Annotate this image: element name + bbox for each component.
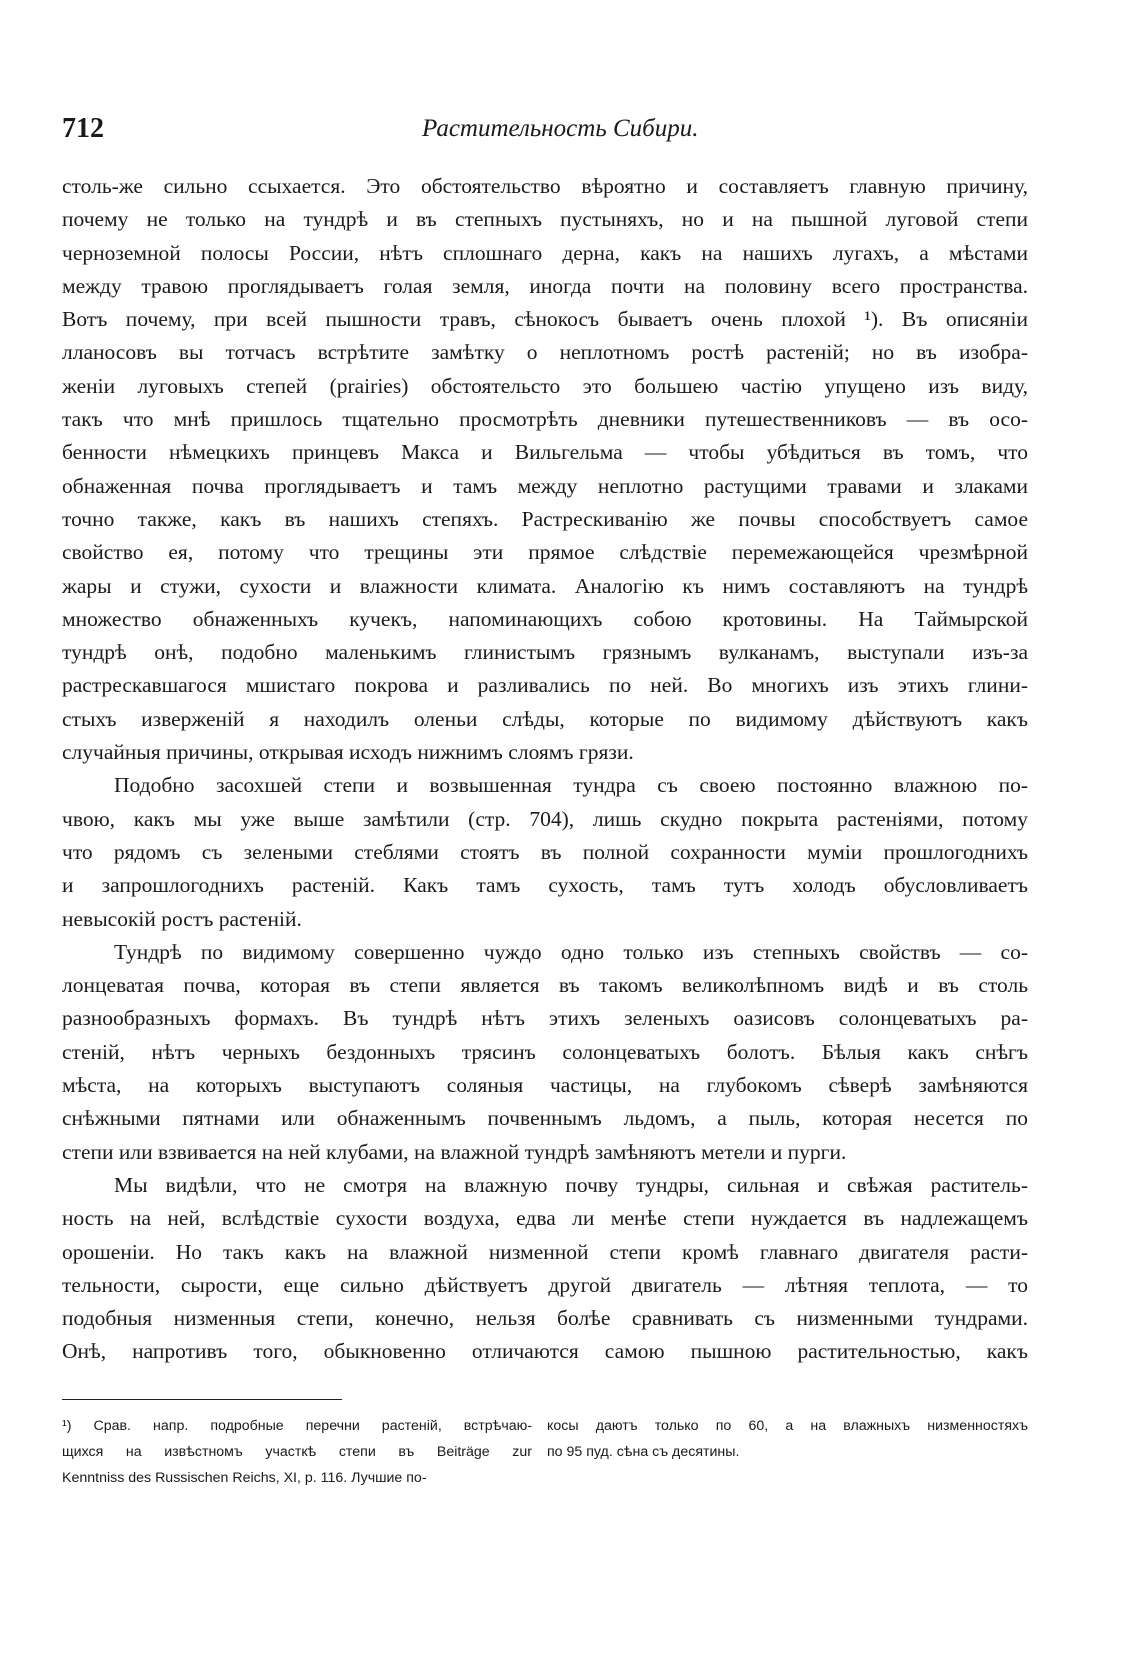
text-line: разнообразныхъ формахъ. Въ тундрѣ нѣтъ этихъ зеленыхъ оазисовъ солонцеватыхъ ра- [62,1006,1028,1031]
text-line: обнаженная почва проглядываетъ и тамъ между неплотно растущими травами и злаками [62,473,1028,498]
paragraph-1 [62,170,1028,769]
text-line: подобныя низменныя степи, конечно, нельзя болѣе сравнивать съ низменными тундрами. [62,1306,1028,1331]
footnote-column-left [62,1413,532,1491]
text-line: Подобно засохшей степи и возвышенная тундра съ своею постоянно влажною по- [114,773,1028,798]
text-line: жары и стужи, сухости и влажности климата. Аналогiю къ нимъ составляютъ на тундрѣ [62,573,1028,598]
text-line: снѣжными пятнами или обнаженнымъ почвеннымъ льдомъ, а пыль, которая несется по [62,1106,1028,1131]
text-line: что рядомъ съ зелеными стеблями стоятъ въ полной сохранности мумiи прошлогоднихъ [62,839,1028,864]
text-line: женiи луговыхъ степей (prairies) обстоятельсто это большею частiю упущено изъ виду, [62,373,1028,398]
text-line: Мы видѣли, что не смотря на влажную почву тундры, сильная и свѣжая раститель- [114,1172,1028,1197]
text-line: свойство ея, потому что трещины эти прямое слѣдствiе перемежающейся чрезмѣрной [62,540,1028,565]
footnote-line: щихся на извѣстномъ участкѣ степи въ Beiträge zur [62,1444,532,1460]
body-text [62,170,1028,1369]
paragraph-3 [62,936,1028,1169]
text-line: чвою, какъ мы уже выше замѣтили (стр. 704), лишь скудно покрыта растенiями, потому [62,806,1028,831]
footnote-line: косы даютъ только по 60, а на влажныхъ низменностяхъ [547,1418,1028,1434]
text-line: почему не только на тундрѣ и въ степныхъ пустыняхъ, но и на пышной луговой степи [62,207,1028,232]
footnote-divider [62,1399,342,1400]
text-line: орошенiи. Но такъ какъ на влажной низменной степи кромѣ главнаго двигателя расти- [62,1239,1028,1264]
text-line: точно также, какъ въ нашихъ степяхъ. Растрескиванiю же почвы способствуетъ самое [62,506,1028,531]
page-number: 712 [62,113,104,144]
text-line: невысокiй ростъ растенiй. [62,906,302,931]
text-line: такъ что мнѣ пришлось тщательно просмотрѣть дневники путешественниковъ — въ осо- [62,407,1028,432]
text-line: степи или взвивается на ней клубами, на влажной тундрѣ замѣняютъ метели и пурги. [62,1139,847,1164]
text-line: растрескавшагося мшистаго покрова и разливались по ней. Во многихъ изъ этихъ глини- [62,673,1028,698]
text-line: черноземной полосы России, нѣтъ сплошнаго дерна, какъ на нашихъ лугахъ, а мѣстами [62,240,1028,265]
paragraph-4 [62,1169,1028,1369]
text-line: тундрѣ онѣ, подобно маленькимъ глинистымъ грязнымъ вулканамъ, выступали изъ-за [62,640,1028,665]
text-line: и запрошлогоднихъ растенiй. Какъ тамъ сухость, тамъ тутъ холодъ обусловливаетъ [62,873,1028,898]
text-line: лонцеватая почва, которая въ степи является въ такомъ великолѣпномъ видѣ и въ столь [62,973,1028,998]
text-line: Онѣ, напротивъ того, обыкновенно отличаются самою пышною растительностью, какъ [62,1339,1028,1364]
footnote-line: по 95 пуд. сѣна съ десятины. [547,1444,740,1460]
text-line: лланосовъ вы тотчасъ встрѣтите замѣтку о неплотномъ ростѣ растенiй; но въ изобра- [62,340,1028,365]
footnote-column-right [547,1413,1028,1465]
footnote-line: ¹) Срав. напр. подробные перечни растенiй, встрѣчаю- [62,1418,532,1434]
page-header [62,113,1028,153]
running-title: Растительность Сибири. [422,115,699,142]
paragraph-2 [62,769,1028,935]
text-line: столь-же сильно ссыхается. Это обстоятельство вѣроятно и составляетъ главную причину, [62,174,1028,198]
text-line: стыхъ изверженiй я находилъ оленьи слѣды, которые по видимому дѣйствуютъ какъ [62,706,1028,731]
text-line: множество обнаженныхъ кучекъ, напоминающихъ собою кротовины. На Таймырской [62,606,1028,631]
text-line: бенности нѣмецкихъ принцевъ Макса и Вильгельма — чтобы убѣдиться въ томъ, что [62,440,1028,465]
text-line: ность на ней, вслѣдствiе сухости воздуха, едва ли менѣе степи нуждается въ надлежащемъ [62,1206,1028,1231]
text-line: Тундрѣ по видимому совершенно чуждо одно только изъ степныхъ свойствъ — со- [114,939,1028,964]
text-line: мѣста, на которыхъ выступаютъ соляныя частицы, на глубокомъ сѣверѣ замѣняются [62,1073,1028,1098]
text-line: Вотъ почему, при всей пышности травъ, сѣнокосъ бываетъ очень плохой ¹). Въ описянiи [62,307,1028,332]
footnote-line: Kenntniss des Russischen Reichs, XI, p. 116. Лучшие по- [62,1470,427,1486]
text-line: тельности, сырости, еще сильно дѣйствуетъ другой двигатель — лѣтняя теплота, — то [62,1272,1028,1297]
text-line: между травою проглядываетъ голая земля, иногда почти на половину всего пространства. [62,273,1028,298]
text-line: случайныя причины, открывая исходъ нижнимъ слоямъ грязи. [62,740,634,765]
text-line: стенiй, нѣтъ черныхъ бездонныхъ трясинъ солонцеватыхъ болотъ. Бѣлыя какъ снѣгъ [62,1039,1028,1064]
